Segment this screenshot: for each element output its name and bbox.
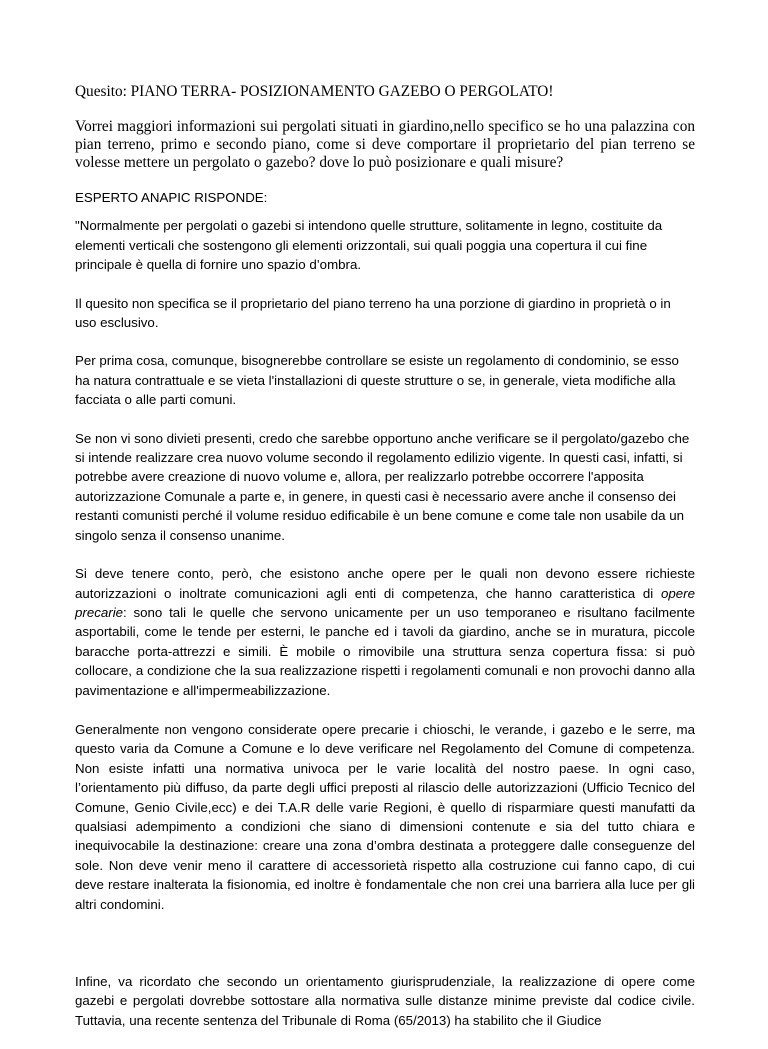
- question-body: Vorrei maggiori informazioni sui pergolati situati in giardino,nello specifico se ho una palazzina con pian terreno, primo e secondo piano, come si deve comportare il proprietario del pian terreno se volesse mettere un pergolato o gazebo? dove lo può posizionare e quali misure?: [75, 118, 695, 171]
- answer-paragraph-5: [75, 564, 695, 700]
- answer-heading: ESPERTO ANAPIC RISPONDE:: [75, 190, 268, 205]
- answer-paragraph-4: Se non vi sono divieti presenti, credo che sarebbe opportuno anche verificare se il pergolato/gazebo che si intende realizzare crea nuovo volume secondo il regolamento edilizio vigente. In questi casi, infatti, si potrebbe avere creazione di nuovo volume e, allora, per realizzarlo potrebbe occorrere l'apposita autorizzazione Comunale a parte e, in genere, in questi casi è necessario avere anche il consenso dei restanti comunisti perché il volume residuo edificabile è un bene comune e come tale non usabile da un singolo senza il consenso unanime.: [75, 430, 690, 543]
- answer-paragraph-3: Per prima cosa, comunque, bisognerebbe controllare se esiste un regolamento di condominio, se esso ha natura contrattuale e se vieta l'installazioni di queste strutture o se, in generale, vieta modifiche alla facciata o alle parti comuni.: [75, 353, 679, 408]
- answer-paragraph-2: Il quesito non specifica se il proprietario del piano terreno ha una porzione di giardino in proprietà o in uso esclusivo.: [75, 295, 671, 331]
- answer-paragraph-7: Infine, va ricordato che secondo un orientamento giurisprudenziale, la realizzazione di opere come gazebi e pergolati dovrebbe sottostare alla normativa sulle distanze minime previste dal codice civile. Tuttavia, una recente sentenza del Tribunale di Roma (65/2013) ha stabilito che il Giudice: [75, 974, 695, 1028]
- question-title: Quesito: PIANO TERRA- POSIZIONAMENTO GAZEBO O PERGOLATO!: [75, 83, 554, 100]
- answer-paragraph-1: "Normalmente per pergolati o gazebi si intendono quelle strutture, solitamente in legno, costituite da elementi verticali che sostengono gli elementi orizzontali, sui quali poggia una copertura il cui fine principale è quella di fornire uno spazio d’ombra.: [75, 218, 663, 273]
- paragraph-5-text-start: Si deve tenere conto, però, che esistono anche opere per le quali non devono essere richieste autorizzazioni o inoltrate comunicazioni agli enti di competenza, che hanno caratteristica di: [75, 566, 695, 601]
- document-page: [75, 83, 695, 1049]
- opere-precarie-emphasis: opere precarie: [75, 585, 695, 620]
- answer-paragraph-6: Generalmente non vengono considerate opere precarie i chioschi, le verande, i gazebo e le serre, ma questo varia da Comune a Comune e lo deve verificare nel Regolamento del Comune di competenza. Non esiste infatti una normativa univoca per le varie località del nostro paese. In ogni caso, l’orientamento più diffuso, da parte degli uffici preposti al rilascio delle autorizzazioni (Ufficio Tecnico del Comune, Genio Civile,ecc) e dei T.A.R delle varie Regioni, è quello di risparmiare questi manufatti da qualsiasi adempimento a condizioni che siano di dimensioni contenute e sia del tutto chiara e inequivocabile la destinazione: creare una zona d’ombra destinata a proteggere dalle conseguenze del sole. Non deve venir meno il carattere di accessorietà rispetto alla costruzione cui fanno capo, di cui deve restare inalterata la fisionomia, ed inoltre è fondamentale che non crei una barriera alla luce per gli altri condomini.: [75, 721, 695, 912]
- paragraph-5-text-end: : sono tali le quelle che servono unicamente per un uso temporaneo e risultano facilmente asportabili, come le tende per esterni, le panche ed i tavoli da giardino, anche se in muratura, piccole baracche porta-attrezzi e simili. È mobile o rimovibile una struttura senza copertura fissa: si può collocare, a condizione che la sua realizzazione rispetti i regolamenti comunali e non provochi danno alla pavimentazione e all'impermeabilizzazione.: [75, 604, 695, 698]
